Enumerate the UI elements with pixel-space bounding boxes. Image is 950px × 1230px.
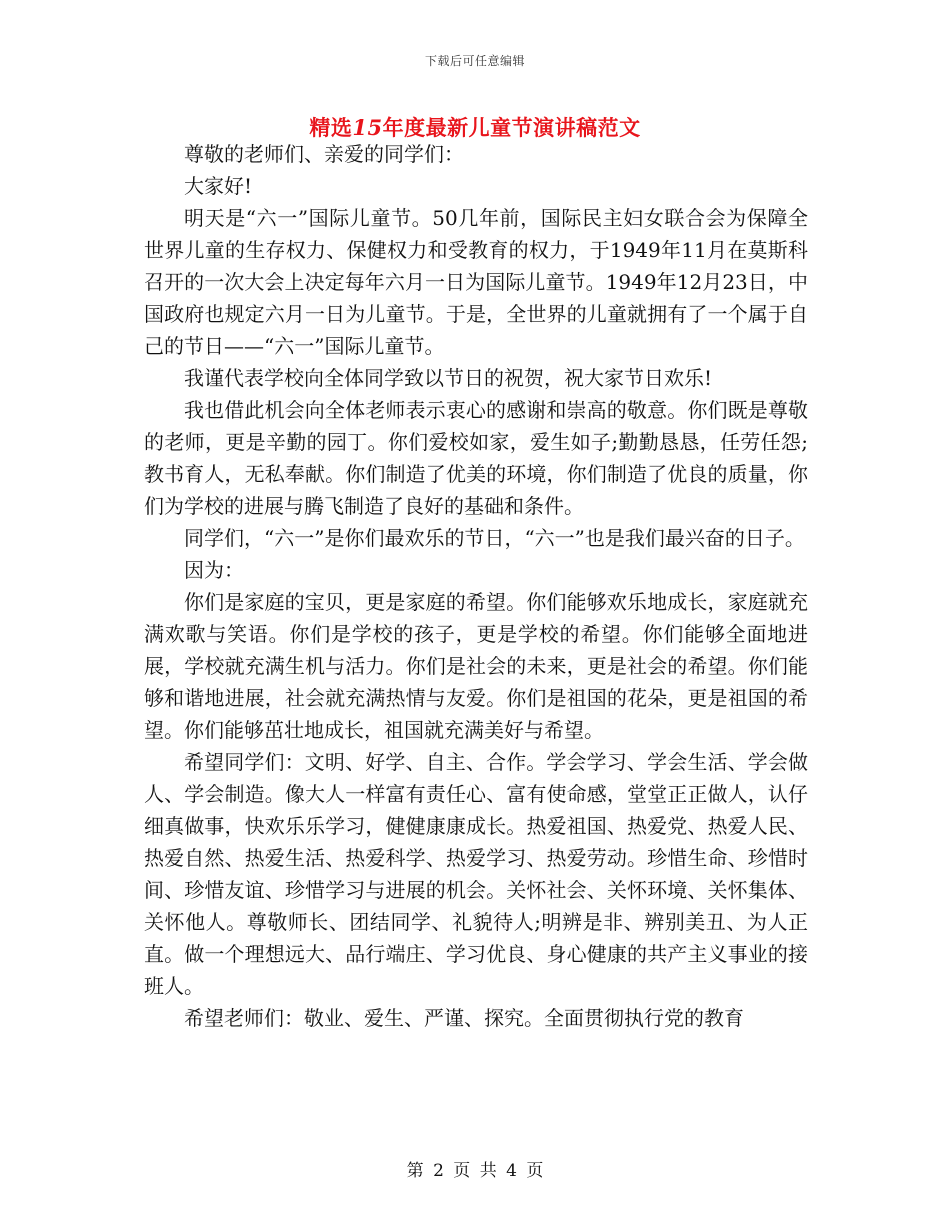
title-suffix: 年度最新儿童节演讲稿范文 [382, 116, 641, 140]
paragraph-history: 明天是“六一”国际儿童节。50几年前，国际民主妇女联合会为保障全世界儿童的生存权力、保健权力和受教育的权力，于1949年11月在莫斯科召开的一次大会上决定每年六月一日为国际儿童节。1949年12月23日，中国政府也规定六月一日为儿童节。于是，全世界的儿童就拥有了一个属于自己的节日——“六一”国际儿童节。 [144, 206, 808, 358]
salutation: 尊敬的老师们、亲爱的同学们： [184, 142, 464, 166]
paragraph-congratulations: 我谨代表学校向全体同学致以节日的祝贺，祝大家节日欢乐! [184, 366, 713, 390]
title-number: 15 [352, 115, 383, 140]
paragraph-hope-future: 你们是家庭的宝贝，更是家庭的希望。你们能够欢乐地成长，家庭就充满欢歌与笑语。你们是学校的孩子，更是学校的希望。你们能够全面地进展，学校就充满生机与活力。你们是社会的未来，更是社会的希望。你们能够和谐地进展，社会就充满热情与友爱。你们是祖国的花朵，更是祖国的希望。你们能够茁壮地成长，祖国就充满美好与希望。 [144, 590, 808, 742]
title-prefix: 精选 [309, 116, 353, 140]
paragraph-hope-teachers: 希望老师们：敬业、爱生、严谨、探究。全面贯彻执行党的教育 [184, 1006, 744, 1030]
paragraph-students-day: 同学们，“六一”是你们最欢乐的节日，“六一”也是我们最兴奋的日子。 [184, 526, 805, 550]
greeting: 大家好! [184, 174, 253, 198]
page-header-note: 下载后可任意编辑 [424, 54, 525, 68]
document-body [144, 138, 808, 1034]
page-number: 第 2 页 共 4 页 [406, 1161, 544, 1181]
paragraph-because: 因为： [184, 558, 244, 582]
paragraph-hope-students: 希望同学们：文明、好学、自主、合作。学会学习、学会生活、学会做人、学会制造。像大人一样富有责任心、富有使命感，堂堂正正做人，认仔细真做事，快欢乐乐学习，健健康康成长。热爱祖国、热爱党、热爱人民、热爱自然、热爱生活、热爱科学、热爱学习、热爱劳动。珍惜生命、珍惜时间、珍惜友谊、珍惜学习与进展的机会。关怀社会、关怀环境、关怀集体、关怀他人。尊敬师长、团结同学、礼貌待人;明辨是非、辨别美丑、为人正直。做一个理想远大、品行端庄、学习优良、身心健康的共产主义事业的接班人。 [144, 750, 808, 998]
paragraph-teachers-thanks: 我也借此机会向全体老师表示衷心的感谢和崇高的敬意。你们既是尊敬的老师，更是辛勤的园丁。你们爱校如家，爱生如子;勤勤恳恳，任劳任怨;教书育人，无私奉献。你们制造了优美的环境，你们制造了优良的质量，你们为学校的进展与腾飞制造了良好的基础和条件。 [144, 398, 808, 518]
